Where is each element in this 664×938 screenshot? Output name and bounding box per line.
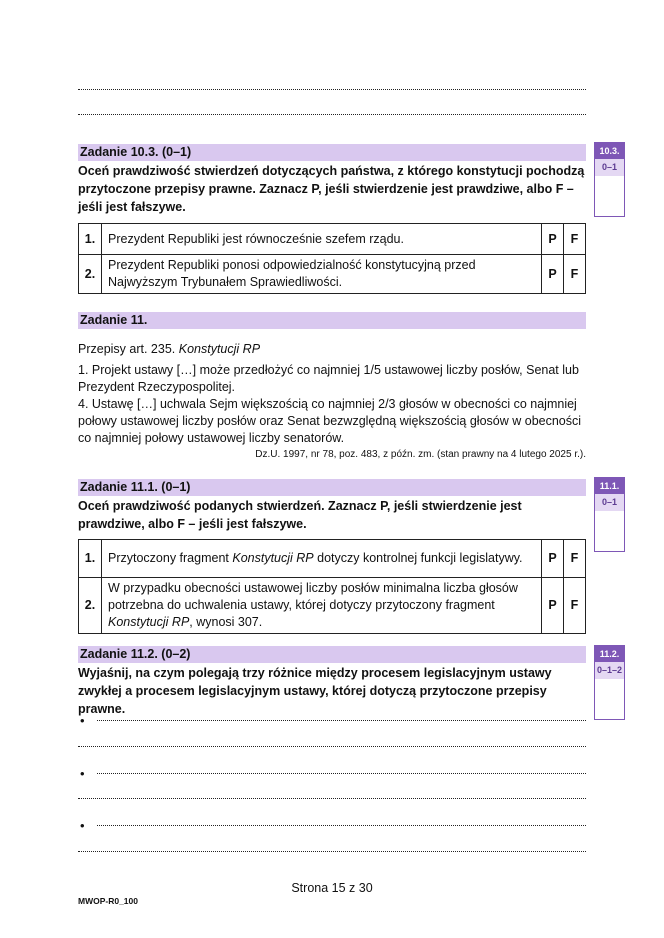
table-row xyxy=(79,578,586,634)
page-number: Strona 15 z 30 xyxy=(291,881,373,895)
source-point-4: 4. Ustawę […] uchwala Sejm większością co najmniej 2/3 głosów w obecności co najmniej połowy ustawowej liczby posłów oraz Senat bezwzględną większością głosów w obecności co najmniej połowy ustawowej liczby senatorów. xyxy=(78,397,582,445)
table-row xyxy=(79,540,586,578)
score-points: 0–1 xyxy=(595,494,624,511)
task-11-1-instruction: Oceń prawdziwość podanych stwierdzeń. Zaznacz P, jeśli stwierdzenie jest prawdziwe, albo F – jeśli jest fałszywe. xyxy=(78,499,522,531)
source-citation: Dz.U. 1997, nr 78, poz. 483, z późn. zm. (stan prawny na 4 lutego 2025 r.). xyxy=(255,449,586,460)
row-number: 2. xyxy=(79,255,102,294)
statement-part: W przypadku obecności ustawowej liczby posłów minimalna liczba głosów potrzebna do uchwalenia ustawy, której dotyczy przytoczony fragment xyxy=(108,581,518,612)
bullet-icon: • xyxy=(80,766,85,781)
false-option[interactable]: F xyxy=(564,255,586,294)
answer-line[interactable] xyxy=(78,746,586,747)
task-11-1-header: Zadanie 11.1. (0–1) xyxy=(78,479,586,496)
answer-line[interactable] xyxy=(78,851,586,852)
true-false-table-10-3 xyxy=(78,223,586,294)
statement-part: dotyczy kontrolnej funkcji legislatywy. xyxy=(313,551,523,565)
answer-line[interactable] xyxy=(97,825,586,826)
row-number: 1. xyxy=(79,224,102,255)
statement-text: Prezydent Republiki ponosi odpowiedzialność konstytucyjną przed Najwyższym Trybunałem Sprawiedliwości. xyxy=(102,255,542,294)
answer-line[interactable] xyxy=(97,773,586,774)
answer-line[interactable] xyxy=(78,89,586,90)
true-option[interactable]: P xyxy=(542,540,564,578)
statement-text xyxy=(102,578,542,634)
false-option[interactable]: F xyxy=(564,540,586,578)
table-row xyxy=(79,224,586,255)
score-label: 11.1. xyxy=(595,478,624,494)
row-number: 1. xyxy=(79,540,102,578)
row-number: 2. xyxy=(79,578,102,634)
task-11-2-header: Zadanie 11.2. (0–2) xyxy=(78,646,586,663)
score-label: 11.2. xyxy=(595,646,624,662)
task-11-header: Zadanie 11. xyxy=(78,312,586,329)
task-11-2-instruction: Wyjaśnij, na czym polegają trzy różnice między procesem legislacyjnym ustawy zwykłej a procesem legislacyjnym ustawy, której dotyczą przytoczone przepisy prawne. xyxy=(78,666,552,716)
score-points: 0–1 xyxy=(595,159,624,176)
statement-part: , wynosi 307. xyxy=(189,615,263,629)
source-point-1: 1. Projekt ustawy […] może przedłożyć co najmniej 1/5 ustawowej liczby posłów, Senat lub Prezydent Rzeczypospolitej. xyxy=(78,363,579,394)
statement-text xyxy=(102,540,542,578)
true-option[interactable]: P xyxy=(542,578,564,634)
statement-text: Prezydent Republiki jest równocześnie szefem rządu. xyxy=(102,224,542,255)
task-10-3-instruction: Oceń prawdziwość stwierdzeń dotyczących państwa, z którego konstytucji pochodzą przytoczone przepisy prawne. Zaznacz P, jeśli stwierdzenie jest prawdziwe, albo F – jeśli jest fałszywe. xyxy=(78,164,585,214)
true-option[interactable]: P xyxy=(542,255,564,294)
answer-line[interactable] xyxy=(78,114,586,115)
source-intro-title: Konstytucji RP xyxy=(178,342,261,356)
table-row xyxy=(79,255,586,294)
bullet-icon: • xyxy=(80,818,85,833)
bullet-icon: • xyxy=(80,713,85,728)
answer-line[interactable] xyxy=(78,798,586,799)
statement-italic: Konstytucji RP xyxy=(108,615,190,629)
false-option[interactable]: F xyxy=(564,578,586,634)
statement-italic: Konstytucji RP xyxy=(232,551,314,565)
score-box-11-1 xyxy=(594,477,625,552)
true-false-table-11-1 xyxy=(78,539,586,634)
score-box-10-3 xyxy=(594,142,625,217)
false-option[interactable]: F xyxy=(564,224,586,255)
statement-part: Przytoczony fragment xyxy=(108,551,233,565)
task-10-3-header: Zadanie 10.3. (0–1) xyxy=(78,144,586,161)
score-box-11-2 xyxy=(594,645,625,720)
score-points: 0–1–2 xyxy=(595,662,624,679)
source-intro-text: Przepisy art. 235. xyxy=(78,342,179,356)
exam-code: MWOP-R0_100 xyxy=(78,896,138,906)
score-label: 10.3. xyxy=(595,143,624,159)
source-intro xyxy=(78,341,586,358)
answer-line[interactable] xyxy=(97,720,586,721)
true-option[interactable]: P xyxy=(542,224,564,255)
